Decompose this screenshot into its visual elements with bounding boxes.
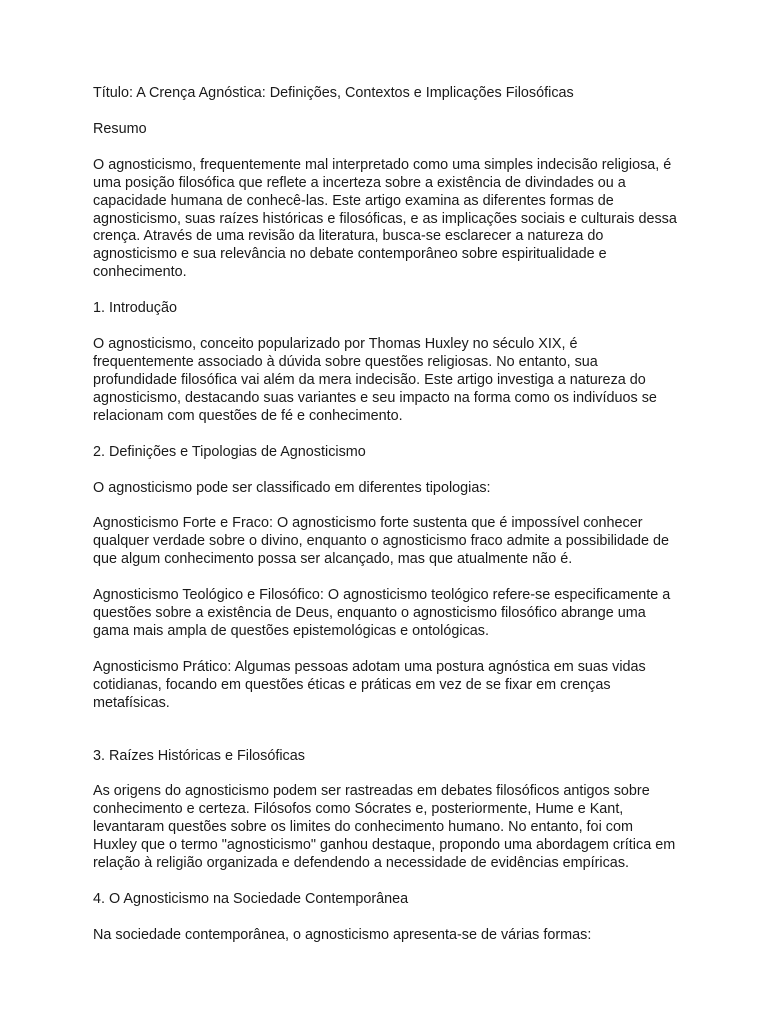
strong-weak-paragraph: Agnosticismo Forte e Fraco: O agnosticismo forte sustenta que é impossível conhecer qualquer verdade sobre o divino, enquanto o agnosticismo fraco admite a possibilidade de que algum conhecimento possa ser alcançado, mas que atualmente não é. bbox=[93, 515, 669, 568]
abstract-paragraph: O agnosticismo, frequentemente mal interpretado como uma simples indecisão religiosa, é uma posição filosófica que reflete a incerteza sobre a existência de divindades ou a capacidade humana de conhecê-las. Este artigo examina as diferentes formas de agnosticismo, suas raízes históricas e filosóficas, e as implicações sociais e culturais dessa crença. Através de uma revisão da literatura, busca-se esclarecer a natureza do agnosticismo e sua relevância no debate contemporâneo sobre espiritualidade e conhecimento. bbox=[93, 156, 677, 281]
practical-paragraph: Agnosticismo Prático: Algumas pessoas adotam uma postura agnóstica em suas vidas cotidianas, focando em questões éticas e práticas em vez de se fixar em crenças metafísicas. bbox=[93, 658, 646, 711]
introduction-paragraph: O agnosticismo, conceito popularizado por Thomas Huxley no século XIX, é frequentemente associado à dúvida sobre questões religiosas. No entanto, sua profundidade filosófica vai além da mera indecisão. Este artigo investiga a natureza do agnosticismo, destacando suas variantes e seu impacto na forma como os indivíduos se relacionam com questões de fé e conhecimento. bbox=[93, 336, 657, 424]
definitions-intro-paragraph: O agnosticismo pode ser classificado em diferentes tipologias: bbox=[93, 479, 491, 496]
section-heading-introduction: 1. Introdução bbox=[93, 300, 178, 317]
document-title: Título: A Crença Agnóstica: Definições, Contextos e Implicações Filosóficas bbox=[93, 85, 574, 101]
section-heading-history: 3. Raízes Históricas e Filosóficas bbox=[93, 747, 305, 764]
abstract-heading: Resumo bbox=[93, 120, 147, 137]
contemporary-paragraph: Na sociedade contemporânea, o agnosticismo apresenta-se de várias formas: bbox=[93, 926, 592, 943]
document-page bbox=[93, 85, 678, 963]
section-heading-definitions: 2. Definições e Tipologias de Agnosticismo bbox=[93, 443, 366, 460]
section-heading-contemporary: 4. O Agnosticismo na Sociedade Contemporânea bbox=[93, 891, 409, 907]
theological-philosophical-paragraph: Agnosticismo Teológico e Filosófico: O agnosticismo teológico refere-se especificamente a questões sobre a existência de Deus, enquanto o agnosticismo filosófico abrange uma gama mais ampla de questões epistemológicas e ontológicas. bbox=[93, 587, 671, 639]
history-paragraph: As origens do agnosticismo podem ser rastreadas em debates filosóficos antigos sobre conhecimento e certeza. Filósofos como Sócrates e, posteriormente, Hume e Kant, levantaram questões sobre os limites do conhecimento humano. No entanto, foi com Huxley que o termo "agnosticismo" ganhou destaque, propondo uma abordagem crítica em relação à religião organizada e defendendo a necessidade de evidências empíricas. bbox=[93, 783, 676, 872]
